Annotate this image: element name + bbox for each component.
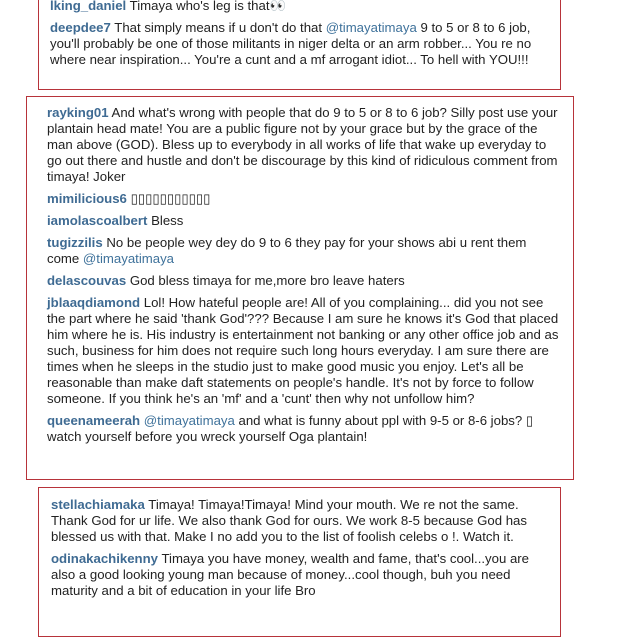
comment-text: Timaya you have money, wealth and fame, that's cool...you are also a good looking young man because of money...cool though, buh you need maturity and a bit of education in your life Bro [51,551,530,598]
comment-text: and what is funny about ppl with 9-5 or 8-6 jobs? ▯ watch yourself before you wreck yourself Oga plantain! [47,413,534,444]
comment [47,235,561,267]
comment-text: Lol! How hateful people are! All of you complaining... did you not see the part where he said 'thank God'??? Because I am sure he knows it's God that placed him where he is. His industry is entertainment not banking or any other office job and as such, business for him does not require such long hours everyday. I am sure there are times when he sleeps in the studio just to make good music you enjoy. Let's all be reasonable than make daft statements on people's handle. It's not by force to follow someone. If you think he's an 'mf' and a 'cunt' then why not unfollow him? [47,295,559,406]
comment-username[interactable]: iamolascoalbert [47,213,148,228]
comment [47,273,561,289]
comment-box-2 [26,96,574,480]
comment-username[interactable]: mimilicious6 [47,191,127,206]
comment-username[interactable]: odinakachikenny [51,551,159,566]
comment-username[interactable]: jblaaqdiamond [47,295,141,310]
comment-mention[interactable]: @timayatimaya [143,413,235,428]
comment [51,551,550,599]
comment-username[interactable]: lking_daniel [50,0,127,13]
comment [47,413,561,445]
comment-text: ▯▯▯▯▯▯▯▯▯▯▯ [130,191,211,206]
comment [50,20,550,68]
comment-username[interactable]: queenameerah [47,413,141,428]
comment-username[interactable]: tugizzilis [47,235,103,250]
comment-text: Bless [151,213,184,228]
comment-username[interactable]: deepdee7 [50,20,111,35]
comment [47,295,561,407]
comment-text: Timaya who's leg is that👀 [129,0,286,13]
comment [47,191,561,207]
comment-mention[interactable]: @timayatimaya [82,251,174,266]
comment [51,497,550,545]
comment-text: And what's wrong with people that do 9 to 5 or 8 to 6 job? Silly post use your plantain head mate! You are a public figure not by your grace but by the grace of the man above (GOD). Bless up to everybody in all works of life that wake up everyday to go out there and hustle and don't be discourage by this kind of ridiculous comment from timaya! Joker [47,105,558,184]
comment-username[interactable]: stellachiamaka [51,497,145,512]
comment-partial [50,0,550,14]
comment-text: 9 to 5 or 8 to 6 job, you'll probably be one of those militants in niger delta or an arm robber... You re no where near inspiration... You're a cunt and a mf arrogant idiot... To hell with YOU!!! [50,20,532,67]
comment-text: That simply means if u don't do that [114,20,326,35]
comment-text: No be people wey dey do 9 to 6 they pay for your shows abi u rent them come [47,235,527,266]
comment-box-3 [38,487,561,637]
comment-username[interactable]: delascouvas [47,273,127,288]
comment [47,213,561,229]
comment-username[interactable]: rayking01 [47,105,109,120]
comment-mention[interactable]: @timayatimaya [325,20,417,35]
comment-box-1 [38,0,561,90]
comment [47,105,561,185]
comment-text: God bless timaya for me,more bro leave haters [129,273,405,288]
comment-text: Timaya! Timaya!Timaya! Mind your mouth. We re not the same. Thank God for ur life. We also thank God for ours. We work 8-5 because God has blessed us with that. Make I no add you to the list of foolish celebs o !. Watch it. [51,497,527,544]
